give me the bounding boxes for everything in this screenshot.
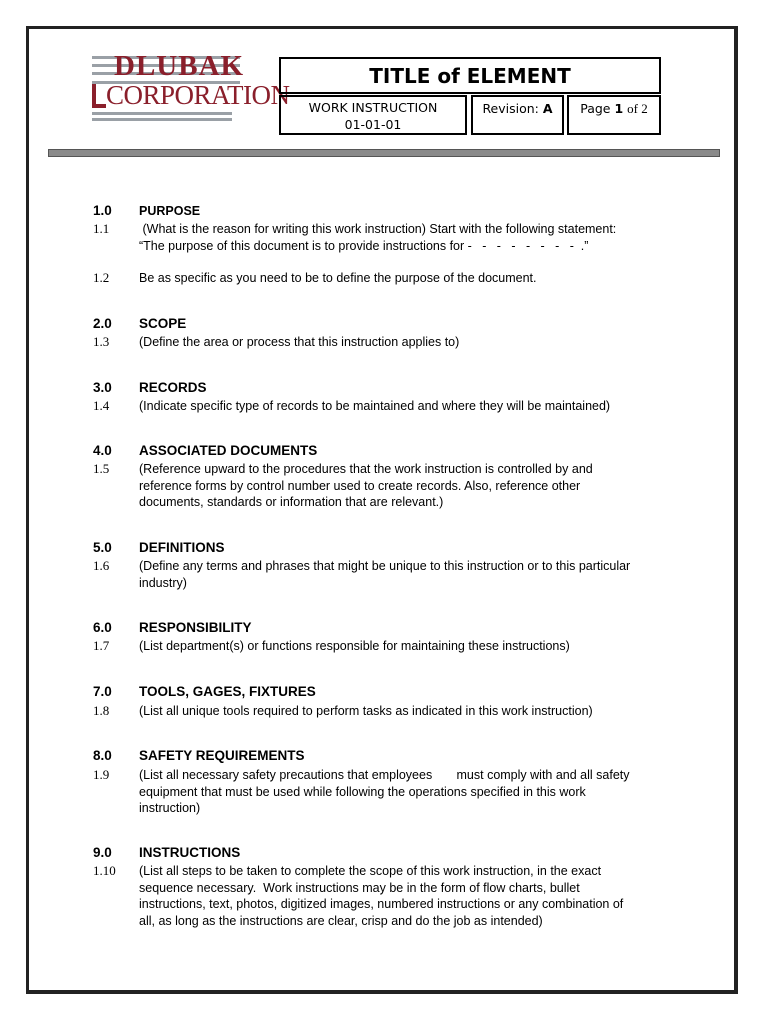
section-heading: PURPOSE xyxy=(139,204,201,218)
page-label: Page xyxy=(580,101,611,116)
logo-text-line2: CORPORATION xyxy=(106,80,290,110)
section-heading: RESPONSIBILITY xyxy=(139,620,252,635)
subsection-number: 1.2 xyxy=(93,270,110,285)
section-number: 1.0 xyxy=(93,203,112,218)
subsection-text: (What is the reason for writing this work instruction) Start with the following statement: “The purpose of this document is to provide instructions for - - - - - - - - .” xyxy=(139,222,617,253)
subsection-number: 1.3 xyxy=(93,334,110,349)
subsection-text: (List all unique tools required to perform tasks as indicated in this work instruction) xyxy=(139,704,593,718)
section-number: 4.0 xyxy=(93,443,112,458)
subsection-text: (Define the area or process that this instruction applies to) xyxy=(139,335,460,349)
subsection-text: (Define any terms and phrases that might be unique to this instruction or to this particular industry) xyxy=(139,559,631,590)
page-of: of 2 xyxy=(627,101,648,116)
subsection-text: (Indicate specific type of records to be maintained and where they will be maintained) xyxy=(139,399,611,413)
section-number: 8.0 xyxy=(93,748,112,763)
document-title: TITLE of ELEMENT xyxy=(279,57,661,94)
section-heading: INSTRUCTIONS xyxy=(139,845,241,860)
subsection-number: 1.7 xyxy=(93,638,110,653)
section-heading: TOOLS, GAGES, FIXTURES xyxy=(139,684,316,699)
subsection-text: (List all steps to be taken to complete the scope of this work instruction, in the exact sequence necessary. Work instructions may be in the form of flow charts, bullet instructions, text, photos, digitized images, numbered instructions or any combination of all, as long as the instructions are clear, crisp and do the job as intended) xyxy=(139,864,624,928)
subsection-text: (Reference upward to the procedures that the work instruction is controlled by and reference forms by control number used to create records. Also, reference other documents, standards or information that are relevant.) xyxy=(139,462,593,509)
subsection-number: 1.1 xyxy=(93,221,110,236)
section-heading: ASSOCIATED DOCUMENTS xyxy=(139,443,318,458)
section-number: 5.0 xyxy=(93,540,112,555)
subsection-number: 1.8 xyxy=(93,703,110,718)
section-heading: RECORDS xyxy=(139,380,207,395)
subsection-number: 1.6 xyxy=(93,558,110,573)
section-number: 6.0 xyxy=(93,620,112,635)
subsection-text: (List department(s) or functions responsible for maintaining these instructions) xyxy=(139,639,570,653)
section-heading: SAFETY REQUIREMENTS xyxy=(139,748,305,763)
subsection-number: 1.4 xyxy=(93,398,110,413)
subsection-number: 1.9 xyxy=(93,767,110,782)
subsection-text: (List all necessary safety precautions that employees must comply with and all safety equipment that must be used while following the operations specified in this work instruction) xyxy=(139,768,630,815)
revision-value: A xyxy=(542,101,553,116)
page-current: 1 xyxy=(614,101,624,116)
subsection-number: 1.5 xyxy=(93,461,110,476)
section-number: 3.0 xyxy=(93,380,112,395)
subsection-number: 1.10 xyxy=(93,863,116,878)
logo-text-line1: DLUBAK xyxy=(114,50,245,82)
section-heading: SCOPE xyxy=(139,316,187,331)
section-heading: DEFINITIONS xyxy=(139,540,225,555)
work-instruction-label: WORK INSTRUCTION xyxy=(308,100,438,115)
work-instruction-number: 01-01-01 xyxy=(344,117,402,132)
subsection-text: Be as specific as you need to be to define the purpose of the document. xyxy=(139,271,537,285)
section-number: 9.0 xyxy=(93,845,112,860)
revision-label: Revision: xyxy=(482,101,539,116)
section-number: 2.0 xyxy=(93,316,112,331)
section-number: 7.0 xyxy=(93,684,112,699)
